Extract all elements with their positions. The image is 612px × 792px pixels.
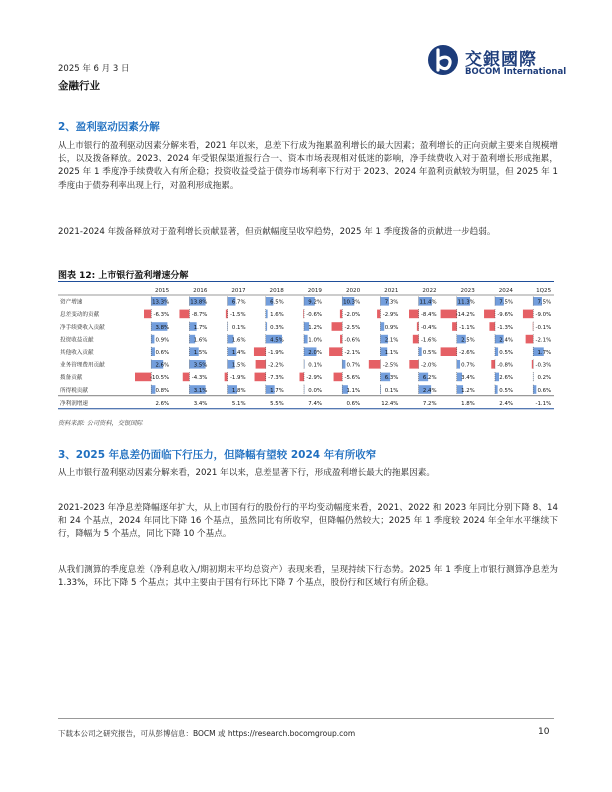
data-bar <box>255 373 266 382</box>
cell-value: 2.4% <box>499 337 513 344</box>
cell-value: 11.3% <box>457 299 475 306</box>
cell-value: 0.2% <box>537 375 552 382</box>
data-bar <box>226 310 228 319</box>
bocom-logo-icon <box>427 44 459 76</box>
cell-value: -0.3% <box>535 362 552 369</box>
data-bar <box>254 347 266 356</box>
cell-value: 3.4% <box>461 375 475 382</box>
report-date: 2025 年 6 月 3 日 <box>58 64 130 74</box>
section-3-paragraph-1: 从上市银行盈利驱动因素分解来看，2021 年以来，息差显著下行，形成盈利增长最大的拖累因素。 <box>58 468 435 478</box>
figure-source: 资料来源: 公司资料，交银国际 <box>58 420 143 427</box>
cell-value: -2.0% <box>420 362 437 369</box>
data-bar <box>340 310 342 319</box>
column-header: 2022 <box>422 288 437 294</box>
data-bar <box>533 385 536 394</box>
row-label: 其他收入贡献 <box>60 350 94 356</box>
data-bar <box>304 335 308 344</box>
data-bar <box>441 347 457 356</box>
data-bar <box>256 360 266 369</box>
footer-text: 下载本公司之研究报告，可从彭博信息：BOCM 或 https://research.bocomgroup.com <box>58 729 356 738</box>
row-label: 资产增速 <box>60 299 83 306</box>
cell-value: -5.6% <box>344 375 361 382</box>
cell-value: 2.6% <box>499 375 513 382</box>
column-header: 2016 <box>193 288 208 294</box>
cell-value: -0.1% <box>535 324 552 331</box>
cell-value: 0.6% <box>537 387 552 394</box>
data-bar <box>526 335 534 344</box>
total-value: 1.8% <box>461 400 475 407</box>
data-bar <box>377 310 380 319</box>
total-value: 12.4% <box>381 400 399 407</box>
data-bar <box>457 360 460 369</box>
cell-value: -1.5% <box>229 312 246 319</box>
column-header: 1Q25 <box>536 288 552 294</box>
cell-value: 0.5% <box>499 387 513 394</box>
cell-value: 0.1% <box>384 387 399 394</box>
total-label: 净利润增速 <box>60 400 88 407</box>
section-2-paragraph-1: 从上市银行的盈利驱动因素分解来看，2021 年以来，息差下行成为拖累盈利增长的最大因素；盈利增长的正向贡献主要来自规模增长，以及拨备释放。2023、2024 年受银保渠道报行合一、资本市场表现相对低迷的影响，净手续费收入对于盈利增长形成拖累，2025 年 1 季度净手续费收入有所企稳；投资收益受益于债券市场利率下行对于 2023、2024 年盈利贡献较为明显，但 2025 年 1 季度由于债券利率出现上行，对盈利形成拖累。 <box>58 141 558 191</box>
cell-value: 11.4% <box>419 299 437 306</box>
total-value: 7.2% <box>422 400 437 407</box>
total-value: 3.4% <box>193 400 208 407</box>
cell-value: -0.6% <box>344 337 361 344</box>
total-value: -1.1% <box>535 400 552 407</box>
column-header: 2017 <box>231 288 246 294</box>
cell-value: -2.5% <box>344 324 361 331</box>
cell-value: 1.5% <box>231 362 246 369</box>
sector-label: 金融行业 <box>58 80 100 92</box>
data-bar <box>452 322 457 331</box>
cell-value: -14.2% <box>455 312 475 319</box>
total-value: 2.6% <box>155 400 170 407</box>
cell-value: -10.5% <box>150 375 170 382</box>
data-bar <box>417 322 419 331</box>
cell-value: -7.3% <box>268 375 284 382</box>
row-label: 投资收益贡献 <box>60 337 94 344</box>
cell-value: 1.6% <box>231 337 246 344</box>
cell-value: -2.2% <box>268 362 284 369</box>
cell-value: 13.3% <box>152 299 170 306</box>
cell-value: 4.5% <box>270 337 284 344</box>
cell-value: 1.6% <box>270 312 284 319</box>
cell-value: 1.7% <box>193 324 208 331</box>
data-bar <box>225 373 228 382</box>
logo-english-name: BOCOM International <box>465 67 567 77</box>
cell-value: 9.2% <box>308 299 322 306</box>
cell-value: 10.3% <box>343 299 361 306</box>
data-bar <box>135 373 151 382</box>
data-bar <box>300 373 304 382</box>
data-bar <box>369 360 381 369</box>
cell-value: 0.7% <box>346 362 361 369</box>
cell-value: 1.0% <box>308 337 322 344</box>
data-bar <box>334 373 343 382</box>
cell-value: -0.8% <box>497 362 513 369</box>
cell-value: -1.1% <box>459 324 475 331</box>
section-2-heading: 2、盈利驱动因素分解 <box>58 121 160 133</box>
data-bar <box>183 373 190 382</box>
cell-value: 0.7% <box>461 362 475 369</box>
total-value: 5.1% <box>231 400 246 407</box>
cell-value: -6.3% <box>153 312 170 319</box>
cell-value: 1.8% <box>231 387 246 394</box>
page-number: 10 <box>538 727 550 737</box>
cell-value: 1.7% <box>270 387 284 394</box>
data-bar <box>332 322 343 331</box>
row-label: 净手续费收入贡献 <box>60 324 105 331</box>
cell-value: 0.6% <box>155 350 170 356</box>
cell-value: 1.2% <box>461 387 475 394</box>
cell-value: -2.5% <box>382 362 399 369</box>
data-bar <box>413 335 419 344</box>
cell-value: 0.9% <box>155 337 170 344</box>
data-bar <box>495 347 498 356</box>
cell-value: 7.5% <box>537 299 552 306</box>
cell-value: -9.0% <box>535 312 552 319</box>
data-bar <box>151 347 155 356</box>
column-header: 2018 <box>269 288 284 294</box>
cell-value: 0.3% <box>270 324 284 331</box>
cell-value: -2.0% <box>344 312 361 319</box>
data-bar <box>491 360 495 369</box>
cell-value: 0.1% <box>308 362 322 369</box>
profit-decomposition-table <box>58 283 554 415</box>
section-3-heading: 3、2025 年息差仍面临下行压力，但降幅有望较 2024 年有所收窄 <box>58 449 377 461</box>
cell-value: 6.7% <box>231 299 246 306</box>
row-label: 拨备贡献 <box>60 375 83 382</box>
cell-value: 7.5% <box>499 299 513 306</box>
cell-value: 6.3% <box>384 375 399 382</box>
section-3-paragraph-2: 2021-2023 年净息差降幅逐年扩大，从上市国有行的股份行的平均变动幅度来看，2021、2022 和 2023 年同比分别下降 8、14 和 24 个基点，2024 年同比下降 16 个基点，虽然同比有所收窄，但降幅仍然较大；2025 年 1 季度较 2024 年全年水平继续下行，降幅为 5 个基点，同比下降 10 个基点。 <box>58 503 558 540</box>
data-bar <box>495 385 498 394</box>
figure-title-rule <box>58 281 554 282</box>
cell-value: -8.4% <box>420 312 437 319</box>
footer-rule <box>58 718 554 719</box>
total-value: 0.6% <box>346 400 361 407</box>
data-bar <box>380 322 384 331</box>
data-bar <box>329 347 342 356</box>
cell-value: -9.6% <box>497 312 513 319</box>
total-value: 7.4% <box>308 400 322 407</box>
data-bar <box>179 310 189 319</box>
cell-value: -1.3% <box>497 324 513 331</box>
cell-value: 0.5% <box>422 350 437 356</box>
cell-value: -2.1% <box>344 350 361 356</box>
column-header: 2023 <box>460 288 475 294</box>
data-bar <box>340 335 342 344</box>
data-bar <box>441 310 457 319</box>
data-bar <box>266 310 268 319</box>
cell-value: 1.1% <box>384 350 399 356</box>
cell-value: 1.4% <box>231 350 246 356</box>
row-label: 息差变动的贡献 <box>60 312 100 319</box>
row-label: 业务管理费用贡献 <box>60 362 105 369</box>
cell-value: -1.9% <box>268 350 284 356</box>
cell-value: -8.7% <box>191 312 208 319</box>
cell-value: -2.1% <box>535 337 552 344</box>
column-header: 2020 <box>345 288 361 294</box>
data-bar <box>342 360 345 369</box>
cell-value: 0.5% <box>499 350 513 356</box>
cell-value: -2.9% <box>306 375 322 382</box>
cell-value: 3.8% <box>155 324 170 331</box>
cell-value: 6.2% <box>422 375 437 382</box>
cell-value: -1.9% <box>229 375 246 382</box>
section-3-paragraph-3: 从我们测算的季度息差（净利息收入/期初期末平均总资产）表现来看，呈现持续下行态势。2025 年 1 季度上市银行测算净息差为 1.33%，环比下降 5 个基点；其中主要由于国有行环比下降 7 个基点，股份行和区域行有所企稳。 <box>58 565 558 589</box>
cell-value: 1.5% <box>193 350 208 356</box>
cell-value: 0.1% <box>231 324 246 331</box>
cell-value: 0.0% <box>308 387 322 394</box>
bocom-logo <box>427 44 567 80</box>
cell-value: 0.8% <box>155 387 170 394</box>
cell-value: -2.9% <box>382 312 399 319</box>
data-bar <box>409 360 418 369</box>
row-label: 所得税贡献 <box>60 387 88 394</box>
column-header: 2024 <box>498 288 513 294</box>
total-value: 5.5% <box>270 400 284 407</box>
column-header: 2021 <box>384 288 399 294</box>
cell-value: 3.5% <box>193 362 208 369</box>
cell-value: -0.4% <box>420 324 437 331</box>
cell-value: 13.8% <box>190 299 208 306</box>
cell-value: 6.5% <box>270 299 284 306</box>
cell-value: -2.6% <box>459 350 475 356</box>
column-header: 2019 <box>307 288 322 294</box>
cell-value: 1.1% <box>346 387 361 394</box>
section-2-paragraph-2: 2021-2024 年拨备释放对于盈利增长贡献显著，但贡献幅度呈收窄趋势，2025 年 1 季度拨备的贡献进一步趋弱。 <box>58 227 496 237</box>
logo-chinese-name: 交銀國際 <box>465 50 537 70</box>
data-bar <box>419 347 422 356</box>
total-value: 2.4% <box>499 400 513 407</box>
data-bar <box>489 322 495 331</box>
data-bar <box>523 310 533 319</box>
cell-value: 7.3% <box>384 299 399 306</box>
cell-value: 1.6% <box>193 337 208 344</box>
cell-value: 0.9% <box>384 324 399 331</box>
cell-value: -4.3% <box>191 375 208 382</box>
cell-value: 2.1% <box>384 337 399 344</box>
cell-value: -1.6% <box>420 337 437 344</box>
data-bar <box>484 310 495 319</box>
figure-title: 图表 12: 上市银行盈利增速分解 <box>58 271 189 281</box>
data-bar <box>151 335 154 344</box>
cell-value: 2.0% <box>308 350 322 356</box>
cell-value: 1.2% <box>308 324 322 331</box>
data-bar <box>409 310 419 319</box>
data-bar <box>144 310 151 319</box>
cell-value: 1.7% <box>537 350 552 356</box>
cell-value: 2.4% <box>422 387 437 394</box>
cell-value: 2.6% <box>155 362 170 369</box>
cell-value: 2.5% <box>461 337 475 344</box>
column-header: 2015 <box>154 288 170 294</box>
cell-value: -0.6% <box>306 312 322 319</box>
cell-value: 3.1% <box>193 387 208 394</box>
